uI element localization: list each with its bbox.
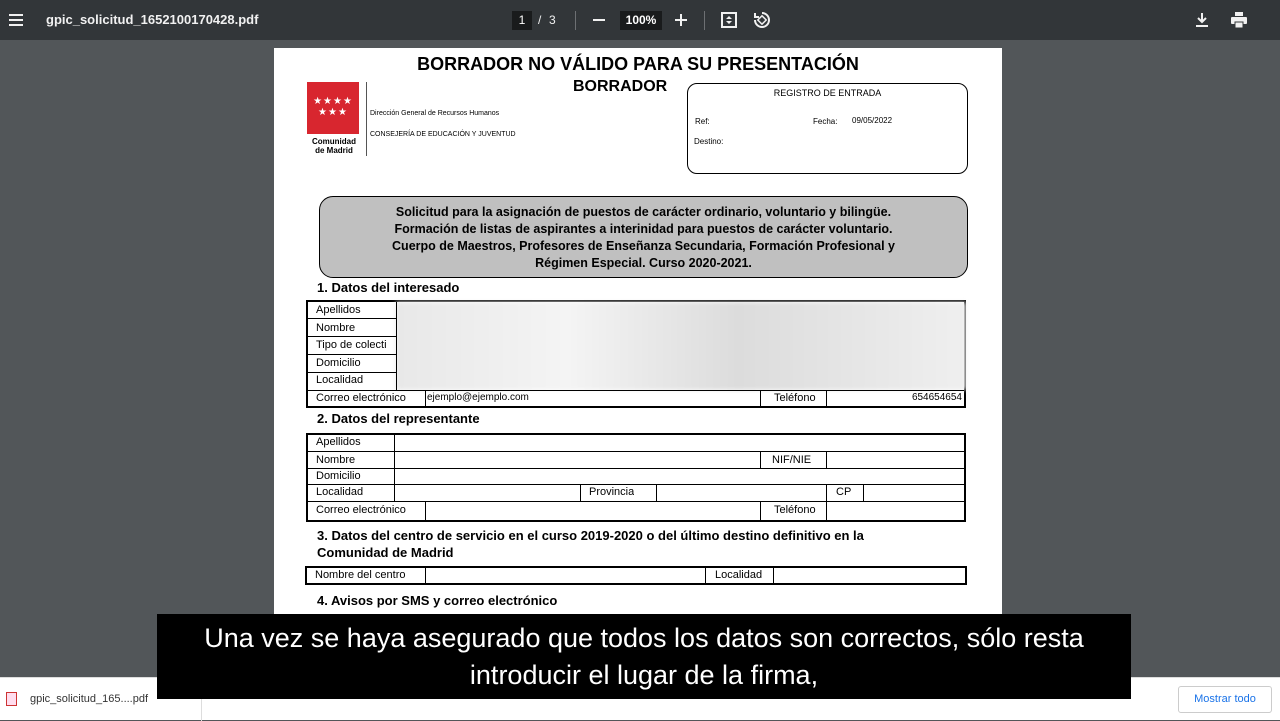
org-name: Dirección General de Recursos Humanos [370,110,500,117]
domicilio-label: Domicilio [316,357,361,369]
banner-line: Régimen Especial. Curso 2020-2021. [535,256,752,270]
pdf-toolbar [0,0,1280,40]
rep-nombre-label: Nombre [316,454,356,466]
rep-localidad-label: Localidad [316,486,364,498]
nombre-label: Nombre [316,322,356,334]
localidad-label: Localidad [316,374,364,386]
redacted-area [396,302,966,390]
plus-icon [669,8,693,32]
form-description-banner [319,196,968,278]
banner-line: Solicitud para la asignación de puestos de carácter ordinario, voluntario y bilingüe. [395,205,892,219]
rep-domicilio-label: Domicilio [316,470,361,482]
correo-label: Correo electrónico [316,392,406,404]
correo-value: ejemplo@ejemplo.com [427,392,529,403]
pdf-file-icon [6,692,17,706]
logo-caption-line: de Madrid [315,146,353,155]
apellidos-label: Apellidos [316,304,361,316]
rep-provincia-label: Provincia [589,486,635,498]
zoom-level-input[interactable]: 100% [620,11,662,30]
logo-caption [307,137,361,155]
download-filename: gpic_solicitud_165....pdf [30,693,149,705]
download-button[interactable] [1190,8,1214,32]
representante-table [306,433,966,522]
pdf-page [274,48,1002,618]
tipo-colectivo-label: Tipo de colecti [316,339,387,351]
logo-caption-line: Comunidad [312,137,356,146]
destino-label: Destino: [694,137,724,146]
rotate-button[interactable] [750,8,774,32]
centro-localidad-label: Localidad [715,569,763,581]
stars-icon: ★★★★ ★★★ [313,96,353,118]
zoom-in-button[interactable] [669,8,693,32]
download-icon [1190,8,1214,32]
rotate-icon [750,8,774,32]
section-4-title: 4. Avisos por SMS y correo electrónico [317,593,558,608]
video-subtitle [157,614,1131,699]
section-1-title: 1. Datos del interesado [317,280,460,295]
ref-label: Ref: [695,117,710,126]
registro-box [687,83,968,174]
fecha-value: 09/05/2022 [852,116,893,125]
page-separator: / [538,13,542,27]
toolbar-divider [575,11,576,30]
rep-cp-label: CP [836,486,852,498]
centro-table [305,566,967,585]
toolbar-divider [704,11,705,30]
file-title: gpic_solicitud_1652100170428.pdf [46,12,259,27]
rep-apellidos-label: Apellidos [316,436,361,448]
section-3-title: 3. Datos del centro de servicio en el curso 2019-2020 o del último destino definitivo en la [317,528,864,543]
interesado-table [306,300,966,408]
subtitle-line: Una vez se haya asegurado que todos los datos son correctos, sólo resta [204,623,1084,653]
draft-subtitle: BORRADOR [573,78,668,95]
show-all-downloads-button[interactable]: Mostrar todo [1178,686,1272,713]
fecha-label: Fecha: [813,117,838,126]
rep-correo-label: Correo electrónico [316,504,406,516]
menu-icon[interactable] [6,8,28,32]
print-button[interactable] [1227,8,1251,32]
minus-icon [587,8,611,32]
section-3-title-cont: Comunidad de Madrid [317,545,454,560]
logo-divider [366,82,367,156]
nombre-centro-label: Nombre del centro [315,569,406,581]
telefono-value: 654654654 [911,392,962,403]
rep-telefono-label: Teléfono [774,504,816,516]
fit-page-icon [717,8,741,32]
subtitle-line: introducir el lugar de la firma, [469,660,819,690]
banner-line: Cuerpo de Maestros, Profesores de Enseñanza Secundaria, Formación Profesional y [392,239,895,253]
page-total: 3 [549,13,556,27]
comunidad-madrid-logo [307,82,359,134]
registro-title: REGISTRO DE ENTRADA [773,88,882,98]
zoom-out-button[interactable] [587,8,611,32]
draft-title: BORRADOR NO VÁLIDO PARA SU PRESENTACIÓN [417,54,859,74]
fit-page-button[interactable] [717,8,741,32]
page-number-input[interactable]: 1 [512,11,532,30]
rep-nif-label: NIF/NIE [772,454,812,466]
print-icon [1227,8,1251,32]
org-department: CONSEJERÍA DE EDUCACIÓN Y JUVENTUD [370,131,516,138]
banner-line: Formación de listas de aspirantes a interinidad para puestos de carácter voluntario. [394,222,893,236]
section-2-title: 2. Datos del representante [317,411,480,426]
telefono-label: Teléfono [774,392,816,404]
